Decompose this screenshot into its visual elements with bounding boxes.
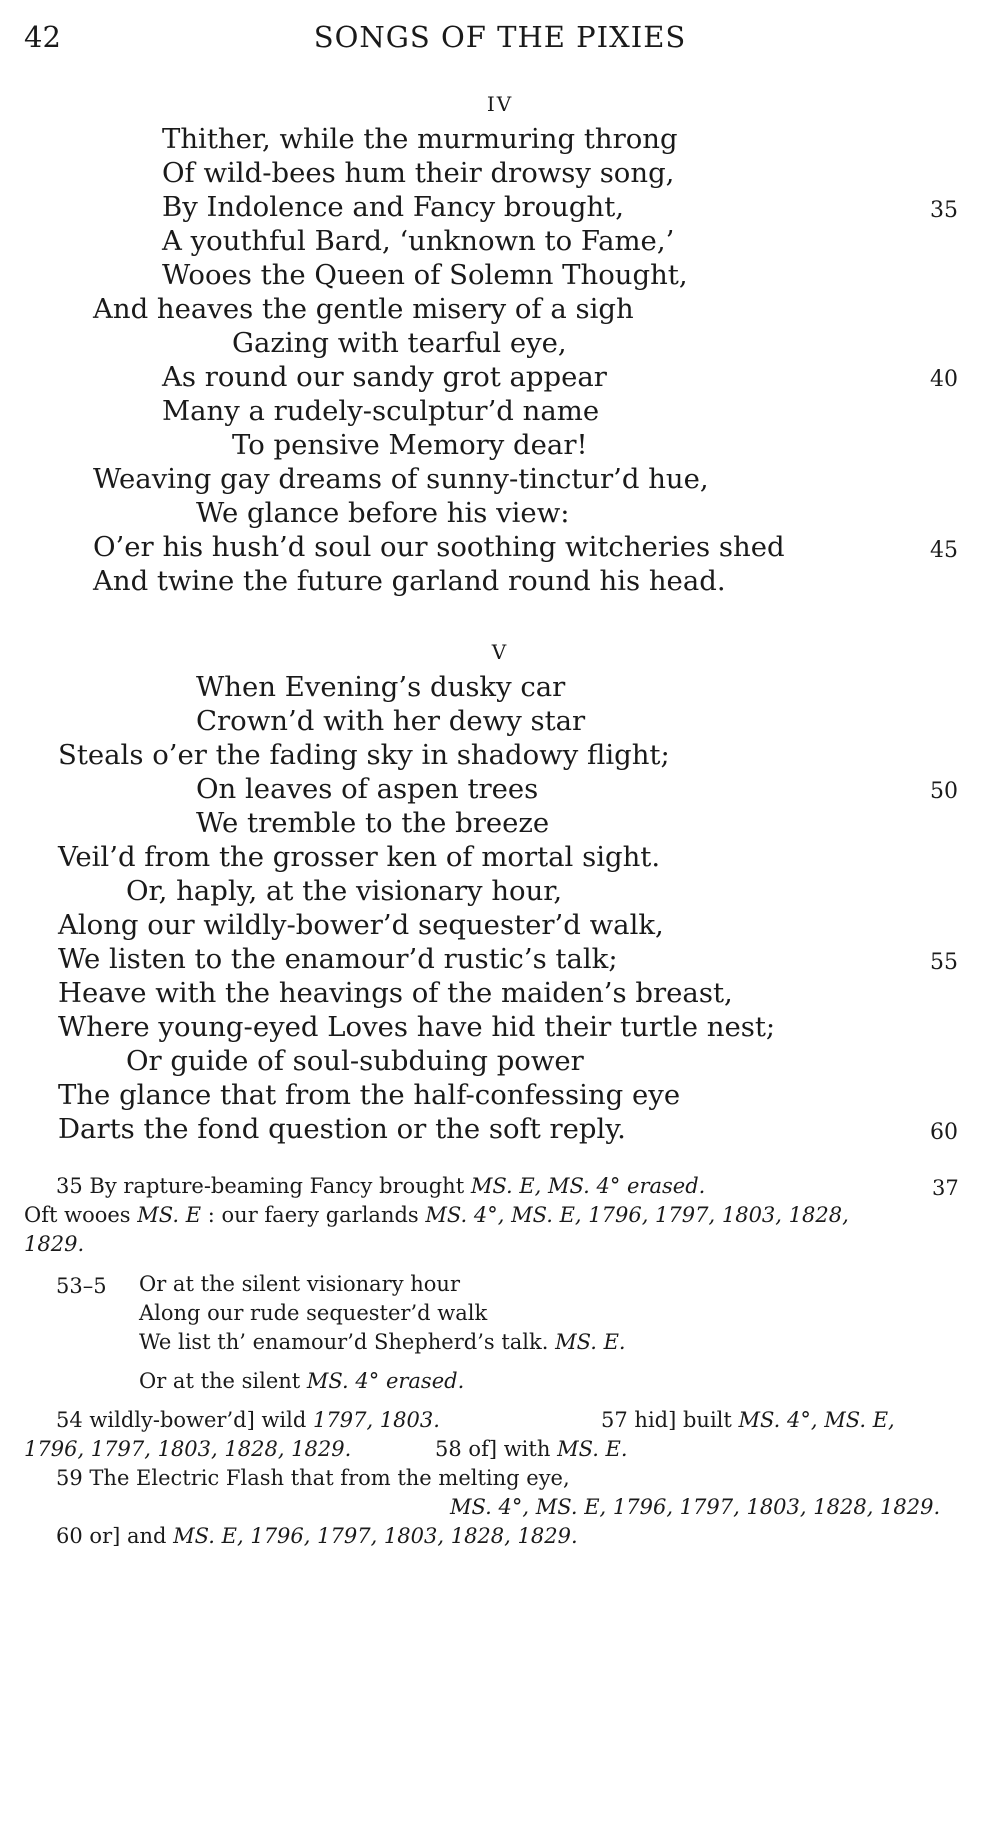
line-number: 50 — [930, 779, 958, 804]
footnote-37 — [24, 1205, 849, 1226]
footnote-source: 1829. — [24, 1232, 85, 1256]
footnote-source: MS. E. — [555, 1330, 626, 1354]
footnote-text: wildly-bower’d] wild — [89, 1408, 307, 1432]
footnote-53-line — [139, 1332, 626, 1353]
footnote-53-number: 53–5 — [56, 1274, 107, 1298]
footnote-37-number: 37 — [932, 1176, 959, 1200]
page-number: 42 — [24, 20, 61, 54]
footnote-source: MS. 4°, MS. E, 1796, 1797, 1803, 1828, — [425, 1203, 849, 1227]
line-number: 60 — [930, 1120, 958, 1145]
poem-line: By Indolence and Fancy brought, — [162, 191, 624, 223]
footnote-35 — [56, 1176, 705, 1197]
footnote-53-line: Or at the silent visionary hour — [139, 1272, 460, 1296]
footnote-source: MS. E. — [557, 1437, 628, 1461]
poem-line: We tremble to the breeze — [196, 807, 550, 839]
footnote-57-continued — [24, 1439, 351, 1460]
footnote-source: MS. E — [137, 1203, 202, 1227]
poem-line: And heaves the gentle misery of a sigh — [93, 293, 634, 325]
poem-line: Along our wildly-bower’d sequester’d walk, — [58, 909, 664, 941]
poem-line: The glance that from the half-confessing eye — [58, 1079, 681, 1111]
poem-line: Weaving gay dreams of sunny-tinctur’d hue, — [93, 463, 709, 495]
poem-line: Where young-eyed Loves have hid their turtle nest; — [58, 1011, 776, 1043]
poem-line: Or, haply, at the visionary hour, — [126, 875, 563, 907]
poem-line: On leaves of aspen trees — [196, 773, 539, 805]
footnote-text: : our faery garlands — [207, 1203, 419, 1227]
footnote-number: 58 — [435, 1437, 462, 1461]
footnote-number: 59 — [56, 1466, 83, 1490]
footnote-text: of] with — [468, 1437, 551, 1461]
footnote-text: or] and — [89, 1524, 167, 1548]
footnote-60 — [56, 1526, 578, 1547]
footnote-text: Or at the silent — [139, 1369, 301, 1393]
line-number: 45 — [930, 538, 958, 563]
footnote-37-continued — [24, 1234, 84, 1255]
line-number: 55 — [930, 950, 958, 975]
footnote-source: MS. 4°, MS. E, — [738, 1408, 895, 1432]
footnote-source: 1796, 1797, 1803, 1828, 1829. — [24, 1437, 352, 1461]
section-numeral: V — [491, 640, 509, 664]
poem-line: Veil’d from the grosser ken of mortal sight. — [58, 841, 661, 873]
poem-line: Of wild-bees hum their drowsy song, — [162, 157, 675, 189]
poem-line: As round our sandy grot appear — [162, 361, 607, 393]
section-numeral: IV — [486, 92, 514, 116]
poem-line: We listen to the enamour’d rustic’s talk; — [58, 943, 618, 975]
footnote-53-variant — [139, 1371, 464, 1392]
footnote-57 — [601, 1410, 895, 1431]
footnote-text: hid] built — [634, 1408, 732, 1432]
poem-line: When Evening’s dusky car — [196, 671, 566, 703]
footnote-source: MS. 4°, MS. E, 1796, 1797, 1803, 1828, 1829. — [450, 1495, 941, 1519]
footnote-text: We list th’ enamour’d Shepherd’s talk. — [139, 1330, 549, 1354]
poem-line: Wooes the Queen of Solemn Thought, — [162, 259, 688, 291]
footnote-number: 57 — [601, 1408, 628, 1432]
footnote-59 — [56, 1468, 570, 1489]
footnote-text: By rapture-beaming Fancy brought — [89, 1174, 465, 1198]
footnote-58 — [435, 1439, 628, 1460]
footnote-53-line: Along our rude sequester’d walk — [139, 1301, 488, 1325]
poem-line: A youthful Bard, ‘unknown to Fame,’ — [162, 225, 675, 257]
poem-line: To pensive Memory dear! — [232, 429, 588, 461]
footnote-59-source — [450, 1497, 940, 1518]
footnote-source: 1797, 1803. — [313, 1408, 440, 1432]
poem-line: O’er his hush’d soul our soothing witcheries shed — [93, 531, 785, 563]
footnote-source: MS. E, MS. 4° erased. — [470, 1174, 706, 1198]
poem-line: Darts the fond question or the soft reply. — [58, 1113, 626, 1145]
footnote-number: 54 — [56, 1408, 83, 1432]
running-title: SONGS OF THE PIXIES — [313, 20, 687, 54]
footnote-54 — [56, 1410, 440, 1431]
poem-line: We glance before his view: — [196, 497, 570, 529]
footnote-source: MS. E, 1796, 1797, 1803, 1828, 1829. — [173, 1524, 578, 1548]
line-number: 35 — [930, 198, 958, 223]
poem-line: Gazing with tearful eye, — [232, 327, 567, 359]
footnote-text: Oft wooes — [24, 1203, 131, 1227]
poem-line: And twine the future garland round his head. — [93, 565, 726, 597]
poem-line: Steals o’er the fading sky in shadowy flight; — [58, 739, 670, 771]
footnote-source: MS. 4° erased. — [306, 1369, 465, 1393]
footnote-text: The Electric Flash that from the melting eye, — [89, 1466, 570, 1490]
poem-line: Crown’d with her dewy star — [196, 705, 586, 737]
poem-line: Or guide of soul-subduing power — [126, 1045, 584, 1077]
footnote-number: 35 — [56, 1174, 83, 1198]
line-number: 40 — [930, 367, 958, 392]
poem-line: Heave with the heavings of the maiden’s breast, — [58, 977, 733, 1009]
footnote-number: 60 — [56, 1524, 83, 1548]
poem-line: Many a rudely-sculptur’d name — [162, 395, 600, 427]
poem-line: Thither, while the murmuring throng — [162, 123, 678, 155]
